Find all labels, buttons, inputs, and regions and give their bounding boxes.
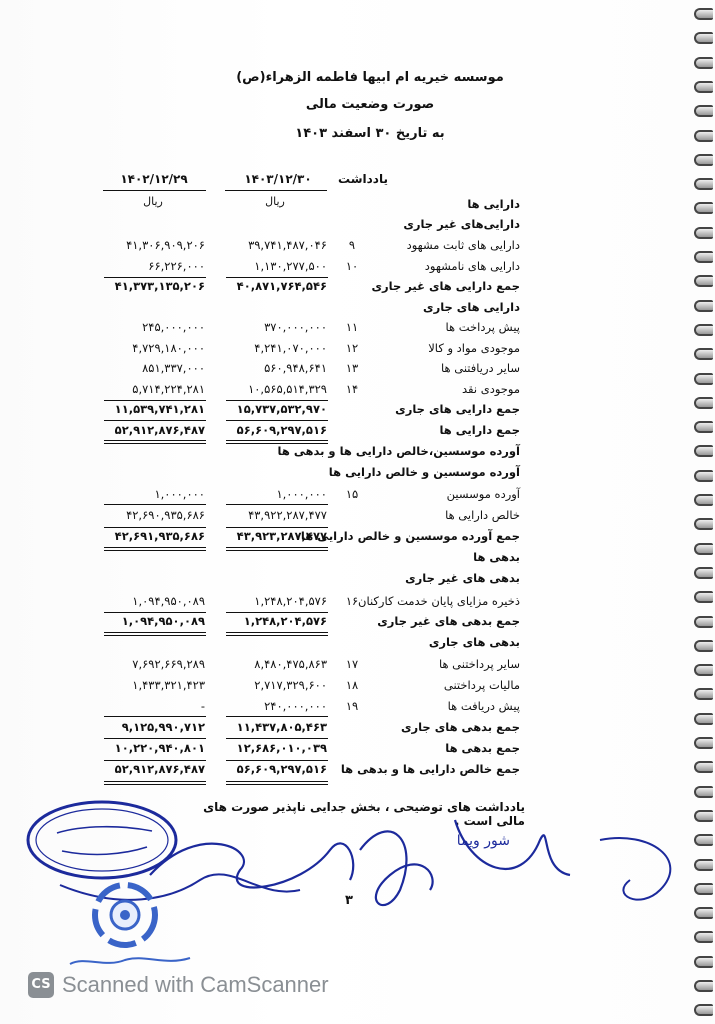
row-label: جمع دارایی ها [439, 423, 520, 437]
organization-seal [85, 875, 165, 955]
table-row [100, 741, 520, 761]
subtotal-rule [104, 716, 206, 717]
current-unit-label: ریال [265, 195, 285, 208]
row-label: آورده موسسین [446, 487, 520, 501]
table-row [100, 762, 520, 782]
row-label: دارایی های جاری [423, 300, 520, 314]
row-note: ۱۲ [345, 341, 359, 355]
spiral-coil [694, 373, 713, 385]
row-label: جمع بدهی های غیر جاری [377, 614, 520, 628]
spiral-coil [694, 300, 713, 312]
table-row [100, 341, 520, 361]
double-total-rule [226, 632, 328, 636]
row-label: پیش پرداخت ها [445, 320, 520, 334]
row-previous-value: ۱,۴۳۳,۳۲۱,۴۲۳ [132, 678, 205, 692]
table-row [100, 529, 520, 549]
row-current-value: ۴۳,۹۲۲,۲۸۷,۴۷۷ [248, 508, 327, 522]
signature-4 [600, 838, 670, 900]
double-total-rule [226, 781, 328, 785]
spiral-coil [694, 591, 713, 603]
subtotal-rule [226, 612, 328, 613]
table-row [100, 444, 520, 464]
subtotal-rule [226, 277, 328, 278]
subtotal-rule [104, 400, 206, 401]
row-current-value: ۲۴۰,۰۰۰,۰۰۰ [264, 699, 327, 713]
row-current-value: ۱۰,۵۶۵,۵۱۴,۳۲۹ [248, 382, 327, 396]
subtotal-rule [226, 716, 328, 717]
table-row [100, 259, 520, 279]
spiral-coil [694, 713, 713, 725]
statement-date: به تاریخ ۳۰ اسفند ۱۴۰۳ [295, 126, 445, 141]
spiral-coil [694, 494, 713, 506]
row-previous-value: ۲۴۵,۰۰۰,۰۰۰ [142, 320, 205, 334]
subtotal-rule [226, 760, 328, 761]
row-previous-value: ۱,۰۹۴,۹۵۰,۰۸۹ [132, 594, 205, 608]
row-label: بدهی های غیر جاری [405, 571, 520, 585]
row-current-value: ۱,۰۰۰,۰۰۰ [276, 487, 327, 501]
row-label: خالص دارایی ها [445, 508, 520, 522]
spiral-coil [694, 178, 713, 190]
table-row [100, 279, 520, 299]
spiral-coil [694, 81, 713, 93]
subtotal-rule [226, 504, 328, 505]
double-total-rule [226, 547, 328, 551]
table-row [100, 508, 520, 528]
row-previous-value: ۷,۶۹۲,۶۶۹,۲۸۹ [132, 657, 205, 671]
row-label: جمع خالص دارایی ها و بدهی ها [340, 762, 520, 776]
row-label: دارایی های نامشهود [424, 259, 520, 273]
row-label: ذخیره مزایای پایان خدمت کارکنان [358, 594, 520, 608]
row-current-value: ۲,۷۱۷,۳۲۹,۶۰۰ [254, 678, 327, 692]
row-note: ۱۶ [345, 594, 359, 608]
spiral-coil [694, 105, 713, 117]
row-note: ۱۷ [345, 657, 359, 671]
subtotal-rule [104, 612, 206, 613]
spiral-coil [694, 348, 713, 360]
row-current-value: ۴,۲۴۱,۰۷۰,۰۰۰ [254, 341, 327, 355]
subtotal-rule [104, 420, 206, 421]
spiral-coil [694, 980, 713, 992]
spiral-coil [694, 324, 713, 336]
spiral-coil [694, 227, 713, 239]
row-current-value: ۴۳,۹۲۳,۲۸۷,۴۷۷ [236, 529, 327, 543]
row-label: موجودی مواد و کالا [428, 341, 520, 355]
row-previous-value: ۱,۰۰۰,۰۰۰ [154, 487, 205, 501]
table-row [100, 300, 520, 320]
table-row [100, 320, 520, 340]
table-row [100, 594, 520, 614]
row-current-value: ۱,۱۳۰,۲۷۷,۵۰۰ [254, 259, 327, 273]
row-note: ۱۵ [345, 487, 359, 501]
subtotal-rule [226, 527, 328, 528]
spiral-coil [694, 32, 713, 44]
signature-6: شور ویما [456, 833, 510, 849]
note-column-header: یادداشت [338, 172, 388, 186]
row-note: ۱۴ [345, 382, 359, 396]
table-row [100, 197, 520, 217]
row-label: مالیات پرداختنی [443, 678, 520, 692]
table-row [100, 657, 520, 677]
row-previous-value: ۵۲,۹۱۲,۸۷۶,۴۸۷ [114, 423, 205, 437]
row-previous-value: ۴۱,۳۷۳,۱۳۵,۲۰۶ [114, 279, 205, 293]
spiral-coil [694, 761, 713, 773]
spiral-coil [694, 202, 713, 214]
table-row [100, 678, 520, 698]
row-label: بدهی ها [473, 550, 520, 564]
signature-2 [360, 831, 433, 905]
row-previous-value: ۱۱,۵۳۹,۷۴۱,۲۸۱ [114, 402, 205, 416]
spiral-coil [694, 130, 713, 142]
table-row [100, 402, 520, 422]
double-total-rule [226, 440, 328, 444]
row-previous-value: ۱۰,۲۲۰,۹۴۰,۸۰۱ [114, 741, 205, 755]
spiral-coil [694, 154, 713, 166]
spiral-coil [694, 470, 713, 482]
subtotal-rule [226, 420, 328, 421]
subtotal-rule [104, 738, 206, 739]
spiral-coil [694, 956, 713, 968]
row-previous-value: ۶۶,۲۲۶,۰۰۰ [148, 259, 205, 273]
page-number: ۳ [345, 893, 353, 908]
double-total-rule [104, 547, 206, 551]
previous-unit-label: ریال [143, 195, 163, 208]
row-label: جمع آورده موسسین و خالص دارایی ها [300, 529, 520, 543]
row-previous-value: ۴۱,۳۰۶,۹۰۹,۲۰۶ [126, 238, 205, 252]
spiral-coil [694, 1004, 713, 1016]
table-row [100, 720, 520, 740]
row-label: جمع دارایی های جاری [395, 402, 520, 416]
subtotal-rule [226, 738, 328, 739]
row-current-value: ۳۹,۷۴۱,۴۸۷,۰۴۶ [248, 238, 327, 252]
spiral-coil [694, 688, 713, 700]
table-row [100, 238, 520, 258]
row-current-value: ۱۱,۴۳۷,۸۰۵,۴۶۳ [236, 720, 327, 734]
spiral-coil [694, 421, 713, 433]
row-label: آورده موسسین،خالص دارایی ها و بدهی ها [277, 444, 520, 458]
row-current-value: ۸,۴۸۰,۴۷۵,۸۶۳ [254, 657, 327, 671]
double-total-rule [104, 440, 206, 444]
footnote: یادداشت های توضیحی ، بخش جدایی ناپذیر صورت های مالی است . [203, 800, 525, 828]
row-label: دارایی های ثابت مشهود [406, 238, 520, 252]
table-row [100, 635, 520, 655]
spiral-coil [694, 251, 713, 263]
row-label: آورده موسسین و خالص دارایی ها [328, 465, 520, 479]
row-label: جمع دارایی های غیر جاری [371, 279, 520, 293]
spiral-coil [694, 737, 713, 749]
table-row [100, 571, 520, 591]
table-row [100, 361, 520, 381]
audit-stamp [22, 795, 182, 885]
row-label: سایر پرداختنی ها [438, 657, 520, 671]
row-current-value: ۵۶۰,۹۴۸,۶۴۱ [264, 361, 327, 375]
row-previous-value: - [200, 699, 205, 713]
row-note: ۹ [348, 238, 356, 252]
row-label: سایر دریافتنی ها [441, 361, 520, 375]
row-current-value: ۵۶,۶۰۹,۲۹۷,۵۱۶ [236, 423, 327, 437]
row-label: دارایی ها [467, 197, 520, 211]
table-row [100, 382, 520, 402]
row-current-value: ۱,۲۴۸,۲۰۴,۵۷۶ [254, 594, 327, 608]
row-previous-value: ۱,۰۹۴,۹۵۰,۰۸۹ [121, 614, 205, 628]
camscanner-logo: CS [28, 972, 54, 998]
spiral-coil [694, 616, 713, 628]
current-header-rule [225, 190, 327, 191]
row-current-value: ۱۵,۷۳۷,۵۳۲,۹۷۰ [236, 402, 327, 416]
subtotal-rule [104, 527, 206, 528]
spiral-coil [694, 397, 713, 409]
spiral-coil [694, 664, 713, 676]
table-row [100, 614, 520, 634]
row-previous-value: ۸۵۱,۳۳۷,۰۰۰ [142, 361, 205, 375]
row-previous-value: ۵,۷۱۴,۲۲۴,۲۸۱ [132, 382, 205, 396]
spiral-coil [694, 8, 713, 20]
row-label: دارایی‌های غیر جاری [403, 217, 520, 231]
spiral-coil [694, 445, 713, 457]
row-current-value: ۴۰,۸۷۱,۷۶۴,۵۴۶ [236, 279, 327, 293]
row-label: بدهی های جاری [428, 635, 520, 649]
organization-name: موسسه خیریه ام ابیها فاطمه الزهراء(ص) [236, 70, 504, 85]
row-previous-value: ۴۲,۶۹۱,۹۳۵,۶۸۶ [114, 529, 205, 543]
row-current-value: ۵۶,۶۰۹,۲۹۷,۵۱۶ [236, 762, 327, 776]
row-current-value: ۱,۲۴۸,۲۰۴,۵۷۶ [243, 614, 327, 628]
spiral-coil [694, 275, 713, 287]
spiral-coil [694, 640, 713, 652]
row-label: موجودی نقد [462, 382, 520, 396]
subtotal-rule [104, 760, 206, 761]
statement-title: صورت وضعیت مالی [305, 97, 435, 112]
row-previous-value: ۹,۱۲۵,۹۹۰,۷۱۲ [121, 720, 205, 734]
row-note: ۱۹ [345, 699, 359, 713]
row-label: جمع بدهی های جاری [400, 720, 520, 734]
spiral-coil [694, 567, 713, 579]
double-total-rule [104, 632, 206, 636]
camscanner-watermark: Scanned with CamScanner [62, 972, 329, 997]
table-row [100, 465, 520, 485]
table-row [100, 217, 520, 237]
row-note: ۱۱ [345, 320, 359, 334]
row-label: پیش دریافت ها [447, 699, 520, 713]
subtotal-rule [104, 277, 206, 278]
spiral-coil [694, 57, 713, 69]
row-note: ۱۰ [345, 259, 359, 273]
row-previous-value: ۴۲,۶۹۰,۹۳۵,۶۸۶ [126, 508, 205, 522]
previous-year-header: ۱۴۰۲/۱۲/۲۹ [120, 172, 188, 186]
row-label: جمع بدهی ها [445, 741, 520, 755]
organization-stamp-text [65, 952, 195, 972]
row-current-value: ۱۲,۶۸۶,۰۱۰,۰۳۹ [236, 741, 327, 755]
table-row [100, 550, 520, 570]
spiral-coil [694, 518, 713, 530]
row-previous-value: ۵۲,۹۱۲,۸۷۶,۴۸۷ [114, 762, 205, 776]
row-current-value: ۳۷۰,۰۰۰,۰۰۰ [264, 320, 327, 334]
row-note: ۱۸ [345, 678, 359, 692]
row-previous-value: ۴,۷۲۹,۱۸۰,۰۰۰ [132, 341, 205, 355]
subtotal-rule [104, 504, 206, 505]
previous-header-rule [103, 190, 206, 191]
subtotal-rule [226, 400, 328, 401]
spiral-coil [694, 543, 713, 555]
double-total-rule [104, 781, 206, 785]
current-year-header: ۱۴۰۳/۱۲/۳۰ [244, 172, 312, 186]
row-note: ۱۳ [345, 361, 359, 375]
